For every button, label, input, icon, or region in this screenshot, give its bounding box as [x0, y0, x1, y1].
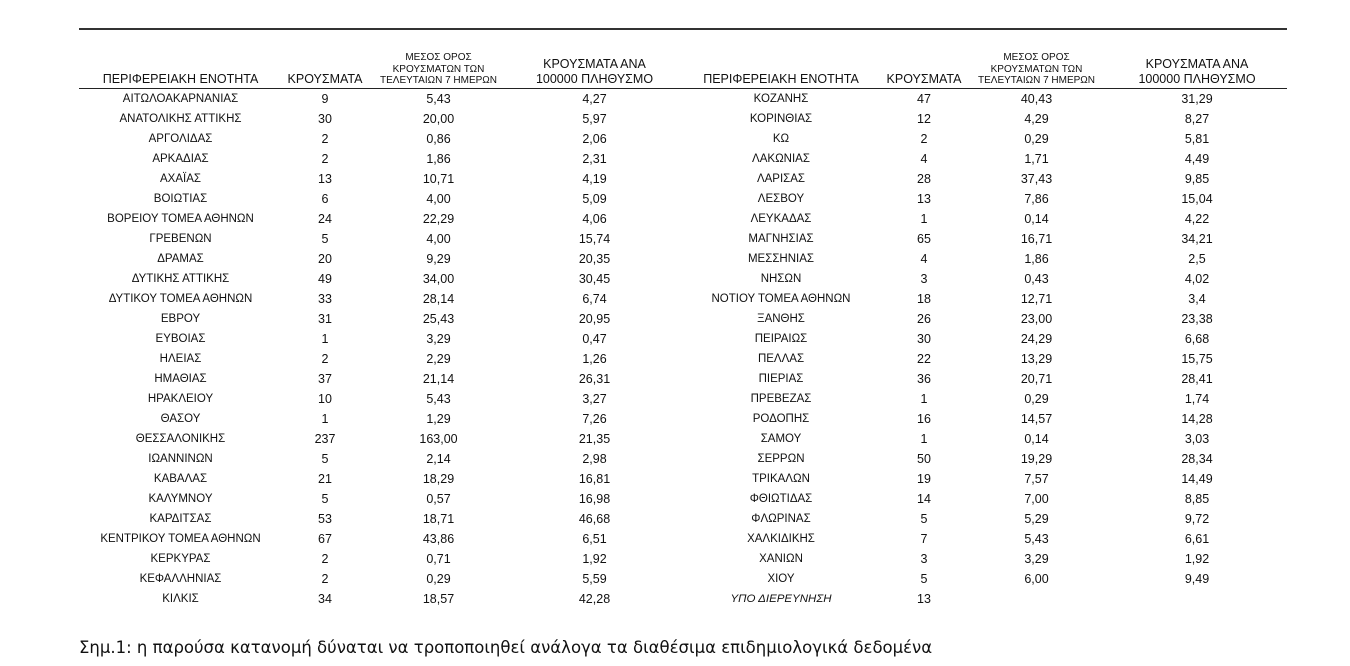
per-100k-cell: 31,29	[1181, 91, 1213, 106]
avg-7-days-cell: 6,00	[1024, 571, 1049, 586]
cases-cell: 22	[917, 351, 931, 366]
header-per-100k	[509, 52, 680, 88]
table-row	[680, 149, 1287, 169]
cases-cell: 50	[917, 451, 931, 466]
header-cases: ΚΡΟΥΣΜΑΤΑ	[282, 52, 368, 88]
avg-7-days-cell: 19,29	[1020, 451, 1053, 466]
table-row	[680, 269, 1287, 289]
region-name-cell: ΛΕΥΚΑΔΑΣ	[750, 212, 812, 225]
avg-7-days-cell: 7,57	[1024, 471, 1049, 486]
table-row	[680, 549, 1287, 569]
region-name-cell: ΧΑΛΚΙΔΙΚΗΣ	[747, 532, 815, 545]
cases-cell: 49	[318, 271, 332, 286]
region-name-cell: ΑΡΓΟΛΙΔΑΣ	[148, 132, 213, 145]
table-row	[79, 569, 680, 589]
region-name-cell: ΑΝΑΤΟΛΙΚΗΣ ΑΤΤΙΚΗΣ	[119, 112, 242, 125]
region-name-cell: ΔΥΤΙΚΗΣ ΑΤΤΙΚΗΣ	[131, 272, 230, 285]
avg-7-days-cell: 4,00	[426, 231, 451, 246]
per-100k-cell: 15,75	[1181, 351, 1213, 366]
avg-7-days-cell: 34,00	[422, 271, 455, 286]
table-row	[79, 409, 680, 429]
avg-7-days-cell: 163,00	[419, 431, 458, 446]
table-row	[680, 129, 1287, 149]
table-body-left	[79, 88, 680, 609]
avg-7-days-cell: 4,00	[426, 191, 451, 206]
region-name-cell: ΝΟΤΙΟΥ ΤΟΜΕΑ ΑΘΗΝΩΝ	[711, 292, 851, 305]
cases-cell: 1	[920, 391, 928, 406]
per-100k-cell: 2,98	[582, 451, 607, 466]
avg-7-days-cell: 21,14	[422, 371, 455, 386]
region-name-cell: ΥΠΟ ΔΙΕΡΕΥΝΗΣΗ	[730, 592, 832, 605]
region-name-cell: ΛΑΚΩΝΙΑΣ	[752, 152, 810, 165]
region-name-cell: ΒΟΡΕΙΟΥ ΤΟΜΕΑ ΑΘΗΝΩΝ	[107, 212, 254, 225]
region-name-cell: ΠΕΛΛΑΣ	[757, 352, 805, 365]
per-100k-cell: 16,98	[578, 491, 611, 506]
avg-7-days-cell: 0,29	[1024, 131, 1049, 146]
avg-7-days-cell: 5,29	[1024, 511, 1049, 526]
table-row	[79, 489, 680, 509]
avg-7-days-cell: 25,43	[422, 311, 455, 326]
cases-cell: 2	[321, 151, 329, 166]
region-name-cell: ΚΕΦΑΛΛΗΝΙΑΣ	[139, 572, 222, 585]
cases-cell: 1	[920, 211, 928, 226]
cases-cell: 4	[920, 151, 928, 166]
avg-7-days-cell: 5,43	[426, 391, 451, 406]
table-row	[680, 289, 1287, 309]
table-row	[680, 88, 1287, 109]
table-row	[79, 309, 680, 329]
table-row	[79, 509, 680, 529]
table-row	[680, 589, 1287, 609]
cases-cell: 14	[917, 491, 931, 506]
cases-cell: 1	[920, 431, 928, 446]
per-100k-cell: 3,4	[1188, 291, 1206, 306]
cases-cell: 65	[917, 231, 931, 246]
cases-cell: 5	[321, 491, 329, 506]
region-name-cell: ΜΑΓΝΗΣΙΑΣ	[748, 232, 814, 245]
table-row	[680, 369, 1287, 389]
header-avg-line2: ΚΡΟΥΣΜΑΤΩΝ ΤΩΝ	[990, 63, 1083, 75]
table-row	[680, 509, 1287, 529]
avg-7-days-cell: 3,29	[426, 331, 451, 346]
per-100k-cell: 9,72	[1184, 511, 1210, 526]
region-name-cell: ΠΕΙΡΑΙΩΣ	[754, 332, 808, 345]
top-rule	[79, 28, 1287, 30]
avg-7-days-cell: 18,71	[422, 511, 455, 526]
per-100k-cell: 28,34	[1181, 451, 1213, 466]
cases-cell: 3	[920, 271, 928, 286]
region-name-cell: ΧΑΝΙΩΝ	[759, 552, 803, 565]
region-name-cell: ΘΕΣΣΑΛΟΝΙΚΗΣ	[135, 432, 226, 445]
region-name-cell: ΚΟΖΑΝΗΣ	[753, 92, 809, 105]
table-row	[680, 109, 1287, 129]
cases-cell: 5	[321, 451, 329, 466]
cases-cell: 7	[920, 531, 928, 546]
region-name-cell: ΚΩ	[772, 132, 790, 145]
table-row	[79, 529, 680, 549]
header-per-line1: ΚΡΟΥΣΜΑΤΑ ΑΝΑ	[543, 56, 646, 71]
per-100k-cell: 5,09	[582, 191, 607, 206]
per-100k-cell: 8,85	[1184, 491, 1210, 506]
region-name-cell: ΑΡΚΑΔΙΑΣ	[152, 152, 209, 165]
table-row	[680, 229, 1287, 249]
table-row	[79, 109, 680, 129]
cases-cell: 2	[321, 571, 329, 586]
header-per-line2: 100000 ΠΛΗΘΥΣΜΟ	[1138, 71, 1256, 86]
table-row	[680, 349, 1287, 369]
per-100k-cell: 4,06	[582, 211, 607, 226]
cases-cell: 24	[318, 211, 332, 226]
avg-7-days-cell: 0,29	[426, 571, 451, 586]
region-name-cell: ΣΑΜΟΥ	[760, 432, 802, 445]
region-name-cell: ΞΑΝΘΗΣ	[757, 312, 805, 325]
avg-7-days-cell: 0,14	[1024, 431, 1049, 446]
per-100k-cell: 23,38	[1181, 311, 1213, 326]
avg-7-days-cell: 1,86	[1024, 251, 1049, 266]
avg-7-days-cell: 0,71	[426, 551, 451, 566]
region-name-cell: ΕΥΒΟΙΑΣ	[155, 332, 206, 345]
per-100k-cell: 21,35	[578, 431, 611, 446]
per-100k-cell: 6,68	[1184, 331, 1210, 346]
avg-7-days-cell: 12,71	[1020, 291, 1053, 306]
cases-cell: 67	[318, 531, 332, 546]
avg-7-days-cell: 0,86	[426, 131, 451, 146]
region-name-cell: ΜΕΣΣΗΝΙΑΣ	[747, 252, 815, 265]
per-100k-cell: 30,45	[578, 271, 611, 286]
table-row	[79, 88, 680, 109]
cases-cell: 13	[917, 591, 931, 606]
per-100k-cell: 28,41	[1181, 371, 1213, 386]
cases-table-left	[79, 52, 680, 609]
cases-cell: 12	[917, 111, 931, 126]
table-row	[79, 429, 680, 449]
header-per-line1: ΚΡΟΥΣΜΑΤΑ ΑΝΑ	[1145, 56, 1249, 71]
header-avg-7-days	[966, 52, 1107, 88]
header-per-100k	[1107, 52, 1287, 88]
per-100k-cell: 6,74	[582, 291, 607, 306]
per-100k-cell: 6,51	[582, 531, 607, 546]
cases-cell: 5	[920, 511, 928, 526]
per-100k-cell: 0,47	[582, 331, 607, 346]
table-row	[79, 269, 680, 289]
table-row	[79, 249, 680, 269]
region-name-cell: ΚΕΡΚΥΡΑΣ	[150, 552, 211, 565]
region-name-cell: ΙΩΑΝΝΙΝΩΝ	[148, 452, 213, 465]
region-name-cell: ΦΘΙΩΤΙΔΑΣ	[749, 492, 813, 505]
per-100k-cell: 2,5	[1188, 251, 1206, 266]
header-avg-line1: ΜΕΣΟΣ ΟΡΟΣ	[405, 52, 472, 63]
avg-7-days-cell: 3,29	[1024, 551, 1049, 566]
avg-7-days-cell: 13,29	[1020, 351, 1053, 366]
table-row	[79, 389, 680, 409]
table-row	[79, 209, 680, 229]
cases-cell: 10	[318, 391, 332, 406]
avg-7-days-cell: 5,43	[1024, 531, 1049, 546]
cases-table-right	[680, 52, 1287, 609]
per-100k-cell: 3,03	[1184, 431, 1210, 446]
table-row	[680, 449, 1287, 469]
avg-7-days-cell: 0,43	[1024, 271, 1049, 286]
per-100k-cell: 4,22	[1184, 211, 1210, 226]
per-100k-cell: 26,31	[578, 371, 611, 386]
region-name-cell: ΘΑΣΟΥ	[160, 412, 201, 425]
footnote: Σημ.1: η παρούσα κατανομή δύναται να τροποποιηθεί ανάλογα τα διαθέσιμα επιδημιολογικά δεδομένα	[79, 638, 933, 657]
region-name-cell: ΗΡΑΚΛΕΙΟΥ	[147, 392, 214, 405]
table-row	[680, 489, 1287, 509]
table-row	[79, 469, 680, 489]
avg-7-days-cell: 0,57	[426, 491, 451, 506]
per-100k-cell: 7,26	[582, 411, 607, 426]
per-100k-cell: 4,02	[1184, 271, 1210, 286]
table-row	[680, 469, 1287, 489]
table-row	[680, 429, 1287, 449]
header-region: ΠΕΡΙΦΕΡΕΙΑΚΗ ΕΝΟΤΗΤΑ	[680, 52, 882, 88]
cases-cell: 26	[917, 311, 931, 326]
per-100k-cell: 14,28	[1181, 411, 1213, 426]
per-100k-cell: 16,81	[578, 471, 611, 486]
region-name-cell: ΓΡΕΒΕΝΩΝ	[149, 232, 212, 245]
header-per-line2: 100000 ΠΛΗΘΥΣΜΟ	[535, 71, 654, 86]
per-100k-cell: 9,49	[1184, 571, 1210, 586]
table-body-right	[680, 88, 1287, 609]
cases-cell: 237	[314, 431, 336, 446]
region-name-cell: ΔΥΤΙΚΟΥ ΤΟΜΕΑ ΑΘΗΝΩΝ	[108, 292, 253, 305]
avg-7-days-cell: 5,43	[426, 91, 451, 106]
table-row	[680, 389, 1287, 409]
cases-cell: 28	[917, 171, 931, 186]
cases-cell: 19	[917, 471, 931, 486]
table-row	[680, 309, 1287, 329]
region-name-cell: ΚΑΛΥΜΝΟΥ	[148, 492, 213, 505]
region-name-cell: ΚΙΛΚΙΣ	[162, 592, 199, 605]
per-100k-cell: 1,26	[582, 351, 607, 366]
avg-7-days-cell: 20,00	[422, 111, 455, 126]
avg-7-days-cell: 20,71	[1020, 371, 1053, 386]
cases-cell: 2	[920, 131, 928, 146]
table-row	[79, 289, 680, 309]
header-avg-line2: ΚΡΟΥΣΜΑΤΩΝ ΤΩΝ	[392, 63, 485, 75]
avg-7-days-cell: 37,43	[1020, 171, 1053, 186]
table-row	[79, 369, 680, 389]
region-name-cell: ΚΑΒΑΛΑΣ	[153, 472, 208, 485]
cases-cell: 36	[917, 371, 931, 386]
table-row	[79, 229, 680, 249]
avg-7-days-cell: 22,29	[422, 211, 455, 226]
avg-7-days-cell: 0,14	[1024, 211, 1049, 226]
region-name-cell: ΕΒΡΟΥ	[160, 312, 201, 325]
cases-cell: 2	[321, 351, 329, 366]
table-row	[79, 129, 680, 149]
region-name-cell: ΑΧΑΪΑΣ	[160, 172, 201, 185]
per-100k-cell: 1,92	[582, 551, 607, 566]
region-name-cell: ΑΙΤΩΛΟΑΚΑΡΝΑΝΙΑΣ	[122, 92, 239, 105]
per-100k-cell: 5,59	[582, 571, 607, 586]
cases-cell: 31	[318, 311, 332, 326]
cases-cell: 2	[321, 551, 329, 566]
per-100k-cell: 1,92	[1184, 551, 1210, 566]
per-100k-cell: 34,21	[1181, 231, 1213, 246]
avg-7-days-cell: 14,57	[1020, 411, 1053, 426]
cases-cell: 53	[318, 511, 332, 526]
avg-7-days-cell: 2,14	[426, 451, 451, 466]
per-100k-cell: 4,19	[582, 171, 607, 186]
per-100k-cell: 15,74	[578, 231, 611, 246]
avg-7-days-cell: 7,00	[1024, 491, 1049, 506]
per-100k-cell: 4,27	[582, 91, 607, 106]
region-name-cell: ΠΡΕΒΕΖΑΣ	[750, 392, 812, 405]
per-100k-cell: 1,74	[1184, 391, 1210, 406]
cases-cell: 13	[318, 171, 332, 186]
table-row	[680, 249, 1287, 269]
cases-cell: 3	[920, 551, 928, 566]
avg-7-days-cell: 4,29	[1024, 111, 1049, 126]
table-header	[79, 52, 680, 88]
header-avg-line1: ΜΕΣΟΣ ΟΡΟΣ	[1003, 52, 1070, 63]
table-row	[79, 589, 680, 609]
per-100k-cell	[1107, 589, 1287, 609]
avg-7-days-cell: 28,14	[422, 291, 455, 306]
region-name-cell: ΤΡΙΚΑΛΩΝ	[752, 472, 810, 485]
region-name-cell: ΛΕΣΒΟΥ	[757, 192, 805, 205]
avg-7-days-cell: 10,71	[422, 171, 455, 186]
table-row	[79, 549, 680, 569]
cases-cell: 34	[318, 591, 332, 606]
cases-cell: 37	[318, 371, 332, 386]
avg-7-days-cell: 2,29	[426, 351, 451, 366]
header-avg-line3: ΤΕΛΕΥΤΑΙΩΝ 7 ΗΜΕΡΩΝ	[977, 75, 1096, 86]
cases-cell: 6	[321, 191, 329, 206]
avg-7-days-cell: 1,71	[1024, 151, 1049, 166]
table-row	[79, 189, 680, 209]
per-100k-cell: 2,31	[582, 151, 607, 166]
cases-cell: 47	[917, 91, 931, 106]
cases-cell: 9	[321, 91, 329, 106]
avg-7-days-cell: 18,57	[422, 591, 455, 606]
cases-cell: 1	[321, 331, 329, 346]
avg-7-days-cell: 23,00	[1020, 311, 1053, 326]
region-name-cell: ΧΙΟΥ	[767, 572, 795, 585]
region-name-cell: ΝΗΣΩΝ	[760, 272, 802, 285]
cases-cell: 33	[318, 291, 332, 306]
avg-7-days-cell: 16,71	[1020, 231, 1053, 246]
table-header	[680, 52, 1287, 88]
cases-cell: 16	[917, 411, 931, 426]
avg-7-days-cell: 43,86	[422, 531, 455, 546]
table-row	[680, 409, 1287, 429]
per-100k-cell: 46,68	[578, 511, 611, 526]
table-row	[79, 449, 680, 469]
avg-7-days-cell: 40,43	[1020, 91, 1053, 106]
avg-7-days-cell: 1,86	[426, 151, 451, 166]
table-row	[680, 209, 1287, 229]
table-row	[79, 169, 680, 189]
table-row	[680, 529, 1287, 549]
avg-7-days-cell: 0,29	[1024, 391, 1049, 406]
region-name-cell: ΡΟΔΟΠΗΣ	[752, 412, 810, 425]
table-row	[79, 329, 680, 349]
avg-7-days-cell: 18,29	[422, 471, 455, 486]
table-row	[680, 329, 1287, 349]
per-100k-cell: 20,35	[578, 251, 611, 266]
header-region: ΠΕΡΙΦΕΡΕΙΑΚΗ ΕΝΟΤΗΤΑ	[79, 52, 282, 88]
per-100k-cell: 42,28	[578, 591, 611, 606]
region-name-cell: ΦΛΩΡΙΝΑΣ	[751, 512, 811, 525]
per-100k-cell: 4,49	[1184, 151, 1210, 166]
per-100k-cell: 20,95	[578, 311, 611, 326]
region-name-cell: ΔΡΑΜΑΣ	[157, 252, 204, 265]
header-avg-7-days	[368, 52, 509, 88]
table-row	[680, 569, 1287, 589]
per-100k-cell: 15,04	[1181, 191, 1213, 206]
region-name-cell: ΛΑΡΙΣΑΣ	[756, 172, 806, 185]
table-row	[680, 169, 1287, 189]
region-name-cell: ΚΕΝΤΡΙΚΟΥ ΤΟΜΕΑ ΑΘΗΝΩΝ	[100, 532, 261, 545]
avg-7-days-cell: 7,86	[1024, 191, 1049, 206]
header-cases: ΚΡΟΥΣΜΑΤΑ	[882, 52, 966, 88]
cases-cell: 30	[917, 331, 931, 346]
region-name-cell: ΗΛΕΙΑΣ	[159, 352, 202, 365]
cases-cell: 4	[920, 251, 928, 266]
cases-cell: 5	[321, 231, 329, 246]
table-row	[79, 149, 680, 169]
cases-cell: 30	[318, 111, 332, 126]
table-row	[79, 349, 680, 369]
avg-7-days-cell: 9,29	[426, 251, 451, 266]
per-100k-cell: 14,49	[1181, 471, 1213, 486]
per-100k-cell: 3,27	[582, 391, 607, 406]
avg-7-days-cell: 24,29	[1020, 331, 1053, 346]
cases-cell: 2	[321, 131, 329, 146]
per-100k-cell: 9,85	[1184, 171, 1210, 186]
avg-7-days-cell: 1,29	[426, 411, 451, 426]
region-name-cell: ΚΟΡΙΝΘΙΑΣ	[749, 112, 813, 125]
region-name-cell: ΗΜΑΘΙΑΣ	[154, 372, 207, 385]
per-100k-cell: 2,06	[582, 131, 607, 146]
cases-cell: 13	[917, 191, 931, 206]
cases-cell: 1	[321, 411, 329, 426]
per-100k-cell: 5,97	[582, 111, 607, 126]
cases-cell: 18	[917, 291, 931, 306]
header-avg-line3: ΤΕΛΕΥΤΑΙΩΝ 7 ΗΜΕΡΩΝ	[379, 75, 498, 86]
region-name-cell: ΚΑΡΔΙΤΣΑΣ	[149, 512, 212, 525]
avg-7-days-cell	[966, 589, 1107, 609]
region-name-cell: ΒΟΙΩΤΙΑΣ	[153, 192, 208, 205]
cases-cell: 5	[920, 571, 928, 586]
cases-cell: 20	[318, 251, 332, 266]
region-name-cell: ΣΕΡΡΩΝ	[757, 452, 805, 465]
cases-cell: 21	[318, 471, 332, 486]
per-100k-cell: 5,81	[1184, 131, 1210, 146]
region-name-cell: ΠΙΕΡΙΑΣ	[758, 372, 804, 385]
per-100k-cell: 8,27	[1184, 111, 1210, 126]
table-row	[680, 189, 1287, 209]
per-100k-cell: 6,61	[1184, 531, 1210, 546]
